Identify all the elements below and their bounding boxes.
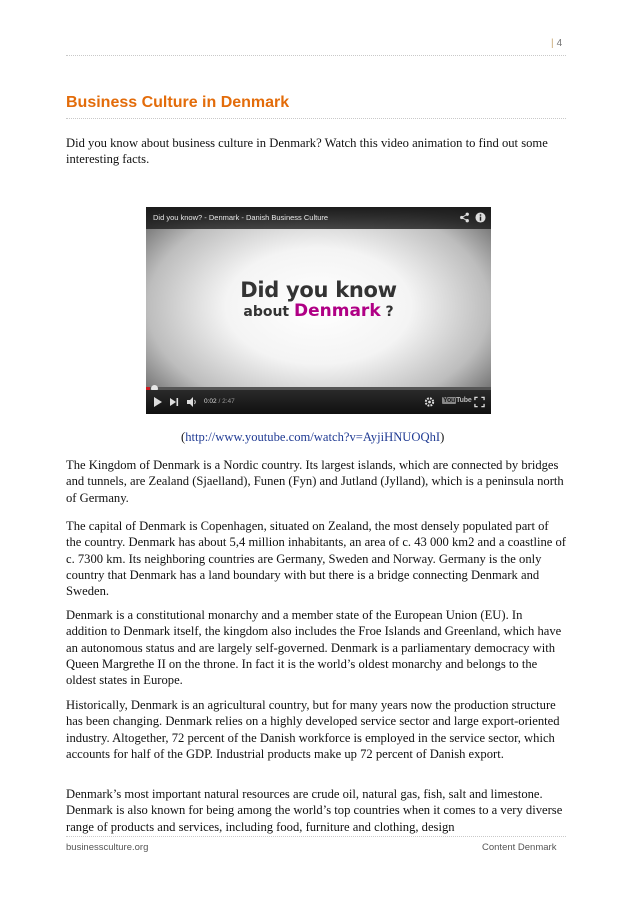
paragraph-kingdom: The Kingdom of Denmark is a Nordic country. Its largest islands, which are connected by bridges and tunnels, are Zealand (Sjaelland), Funen (Fyn) and Jutland (Jylland), which is a peninsula north of Germany.	[66, 458, 564, 505]
paragraph-capital: The capital of Denmark is Copenhagen, situated on Zealand, the most densely populated part of the country. Denmark has about 5,4 million inhabitants, an area of c. 43 000 km2 and a coastline of c. 7300 km. Its neighboring countries are Germany, Sweden and Norway. Germany is the only country that Denmark has a land boundary with but there is a bridge connecting Denmark and Sweden.	[66, 519, 566, 599]
video-headline-accent: Denmark	[294, 301, 381, 321]
video-headline-suffix: ?	[380, 304, 394, 320]
video-time-total: / 2:47	[216, 398, 235, 405]
page-number-bar: |	[551, 38, 554, 49]
video-title-bar	[146, 207, 491, 229]
paragraph-resources: Denmark’s most important natural resources are crude oil, natural gas, fish, salt and limestone. Denmark is also known for being among the world’s top countries when it comes to a very diverse range of products and services, including food, furniture and clothing, design	[66, 787, 563, 834]
video-link-close: )	[440, 430, 445, 444]
video-controls	[146, 390, 491, 414]
footer-rule	[66, 836, 566, 837]
youtube-logo-you: You	[443, 397, 456, 404]
video-headline	[146, 279, 491, 322]
paragraph-monarchy: Denmark is a constitutional monarchy and a member state of the European Union (EU). In addition to Denmark itself, the kingdom also includes the Froe Islands and Greenland, which have an autonomous status and are largely self-governed. Denmark is a parliamentary democracy with Queen Margrethe II on the throne. In fact it is the world’s oldest monarchy and belongs to the oldest states in Europe.	[66, 608, 562, 688]
video-title[interactable]: Did you know? - Denmark - Danish Business Culture	[153, 213, 329, 222]
page-title: Business Culture in Denmark	[66, 94, 290, 111]
paragraph-economy: Historically, Denmark is an agricultural country, but for many years now the production structure has been changing. Denmark relies on a highly developed service sector and large export-oriented industry. Altogether, 72 percent of the Danish workforce is employed in the service sector, which accounts for half of the GDP. Industrial products make up 72 percent of Danish export.	[66, 698, 560, 761]
page-number	[551, 38, 562, 49]
share-icon[interactable]	[459, 212, 470, 223]
video-time-current: 0:02	[204, 398, 217, 405]
video-headline-line1: Did you know	[240, 278, 397, 302]
footer-site: businessculture.org	[66, 842, 149, 853]
header-rule	[66, 55, 566, 56]
volume-icon[interactable]	[186, 396, 198, 408]
video-link[interactable]: http://www.youtube.com/watch?v=AyjiHNUOQhI	[185, 430, 441, 444]
video-headline-prefix: about	[243, 304, 294, 320]
youtube-logo[interactable]	[442, 397, 472, 404]
video-link-open: (	[181, 430, 186, 444]
video-link-line	[181, 430, 444, 445]
page-number-value: 4	[556, 38, 563, 49]
youtube-logo-tube: Tube	[456, 397, 472, 404]
intro-paragraph: Did you know about business culture in Denmark? Watch this video animation to find out some interesting facts.	[66, 136, 548, 167]
fullscreen-icon[interactable]	[474, 396, 485, 408]
play-icon[interactable]	[153, 396, 163, 408]
info-icon[interactable]	[475, 212, 486, 223]
next-icon[interactable]	[169, 396, 179, 408]
heading-rule	[66, 118, 566, 119]
video-player[interactable]	[146, 207, 491, 414]
video-headline-line2	[146, 301, 491, 322]
settings-icon[interactable]	[424, 396, 435, 408]
video-time	[204, 398, 235, 405]
footer-section: Content Denmark	[482, 842, 557, 853]
